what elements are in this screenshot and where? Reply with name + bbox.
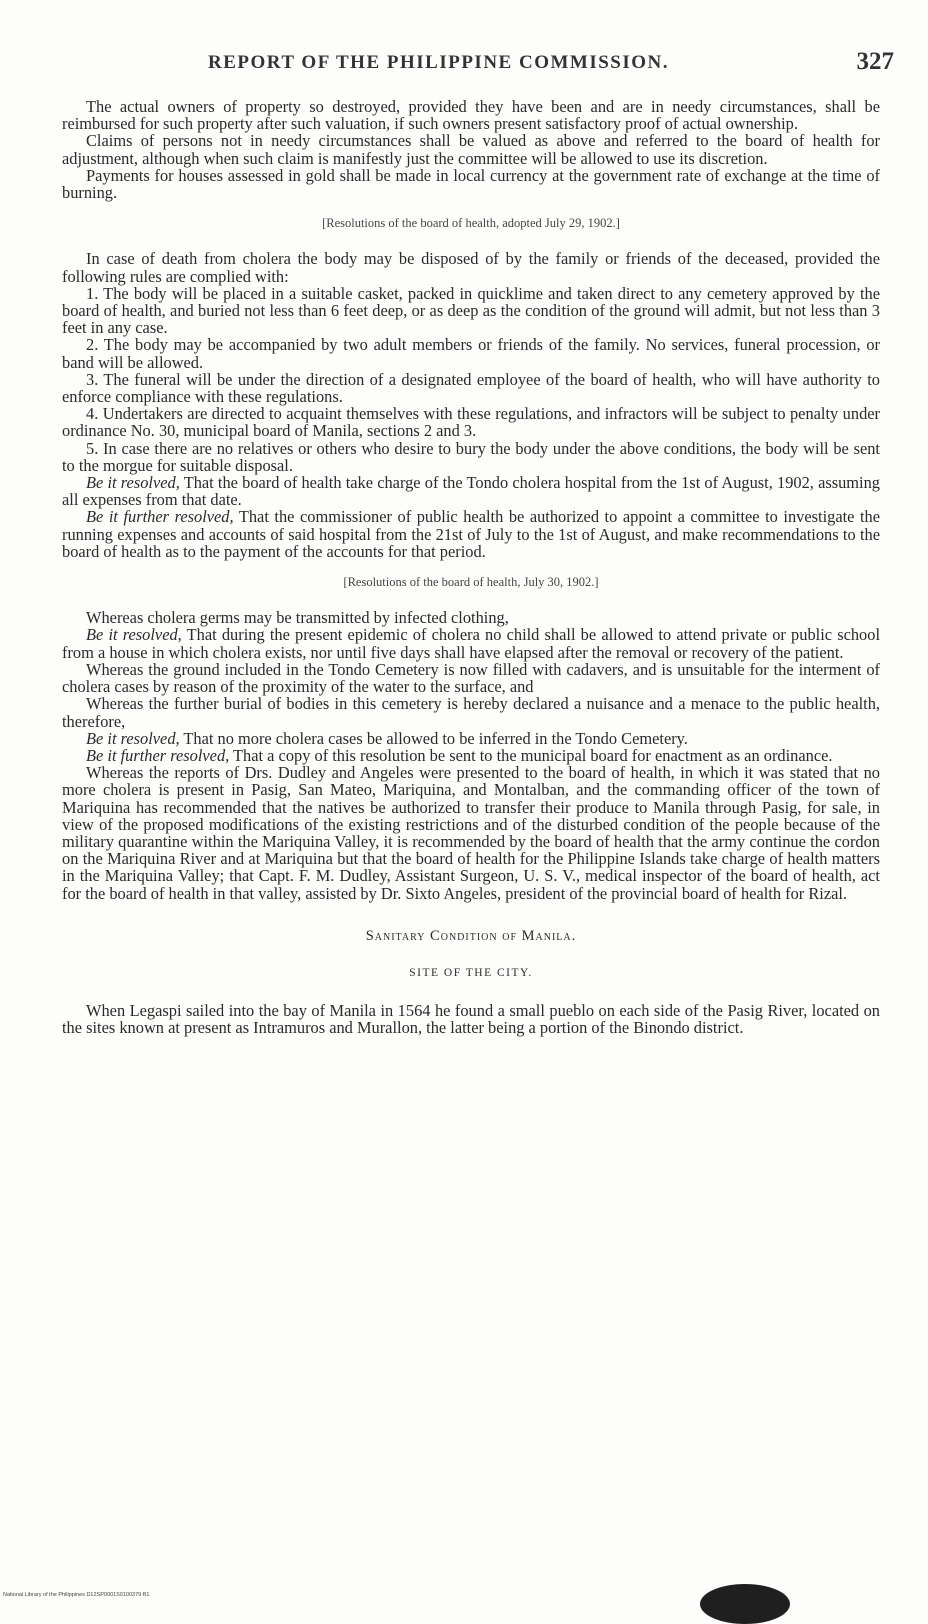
paragraph-legaspi: When Legaspi sailed into the bay of Manila in 1564 he found a small pueblo on each side of the Pasig River, located on the sites known at present as Intramuros and Murallon, the latter being a portion of the Binondo district. — [62, 1001, 880, 1038]
rule-item: 5. In case there are no relatives or others who desire to bury the body under the above conditions, the body will be sent to the morgue for suitable disposal. — [62, 438, 880, 475]
resolution-lead: Be it further resolved, — [86, 745, 230, 765]
whereas-clothing: Whereas cholera germs may be transmitted by infected clothing, — [86, 608, 509, 628]
rule-item: 1. The body will be placed in a suitable casket, packed in quicklime and taken direct to any cemetery approved by the board of health, and buried not less than 6 feet deep, or as deep as the condition of the ground will admit, but not less than 3 feet in any case. — [62, 283, 880, 338]
whereas-cemetery-ground: Whereas the ground included in the Tondo Cemetery is now filled with cadavers, and is unsuitable for the interment of cholera cases by reason of the proximity of the water to the surface, and — [62, 659, 880, 697]
resolution-text: That no more cholera cases be allowed to be inferred in the Tondo Cemetery. — [179, 728, 688, 748]
resolution-text: That during the present epidemic of cholera no child shall be allowed to attend private or public school from a house in which cholera exists, nor until five days shall have elapsed after the removal or recovery of the patient. — [62, 625, 880, 662]
whereas-nuisance: Whereas the further burial of bodies in this cemetery is hereby declared a nuisance and a menace to the public health, therefore, — [62, 694, 880, 731]
body-text — [62, 98, 880, 1037]
running-head — [58, 48, 894, 78]
resolution-lead: Be it resolved, — [86, 625, 182, 645]
rule-item: 3. The funeral will be under the direction of a designated employee of the board of health, who will have authority to enforce compliance with these regulations. — [62, 369, 880, 407]
resolution-ordinance — [62, 747, 880, 764]
resolution-text: That the commissioner of public health be authorized to appoint a committee to investigate the running expenses and accounts of said hospital from the 21st of July to the 1st of August, and make recommendations to the board of health as to the payment of the accounts for that period. — [62, 507, 880, 561]
resolution-text: That a copy of this resolution be sent to the municipal board for enactment as an ordinance. — [229, 745, 833, 765]
resolution-tondo-hospital — [62, 474, 880, 508]
paragraph-claims: Claims of persons not in needy circumstances shall be valued as above and referred to the board of health for adjustment, although when such claim is manifestly just the committee will be allowed to use its discretion. — [62, 131, 880, 168]
resolution-lead: Be it resolved, — [86, 473, 180, 493]
resolution-lead: Be it further resolved, — [86, 507, 234, 527]
paragraph-owners-reimbursement: The actual owners of property so destroyed, provided they have been and are in needy circumstances, shall be reimbursed for such property after such valuation, if such owners present satisfactory proof of actual ownership. — [62, 97, 880, 134]
paragraph-cholera-intro: In case of death from cholera the body may be disposed of by the family or friends of the deceased, provided the following rules are complied with: — [62, 249, 880, 286]
scan-shadow — [700, 1584, 790, 1624]
rule-item: 4. Undertakers are directed to acquaint themselves with these regulations, and infractors will be subject to penalty under ordinance No. 30, municipal board of Manila, sections 2 and 3. — [62, 404, 880, 441]
page-number: 327 — [856, 48, 894, 75]
resolution-committee — [62, 508, 880, 560]
rule-item: 2. The body may be accompanied by two adult members or friends of the family. No services, funeral procession, or band will be allowed. — [62, 335, 880, 372]
running-title: REPORT OF THE PHILIPPINE COMMISSION. — [208, 52, 670, 73]
resolution-lead: Be it resolved, — [86, 728, 180, 748]
resolution-caption-july-30: [Resolutions of the board of health, July 30, 1902.] — [343, 575, 599, 590]
paragraph-payments: Payments for houses assessed in gold shall be made in local currency at the government rate of exchange at the time of burning. — [62, 165, 880, 203]
subsection-heading: SITE OF THE CITY. — [409, 966, 533, 979]
footer-credit: National Library of the Philippines D12SP0001S0100379 B1 — [3, 1592, 150, 1598]
section-heading: Sanitary Condition of Manila. — [365, 927, 577, 944]
resolution-caption-july-29: [Resolutions of the board of health, adopted July 29, 1902.] — [322, 216, 620, 231]
resolution-cemetery — [62, 730, 880, 747]
resolution-school — [62, 626, 880, 660]
resolution-text: That the board of health take charge of the Tondo cholera hospital from the 1st of August, 1902, assuming all expenses from that date. — [62, 473, 880, 510]
whereas-mariquina: Whereas the reports of Drs. Dudley and Angeles were presented to the board of health, in which it was stated that no more cholera is present in Pasig, San Mateo, Mariquina, and Montalban, and the commanding officer of the town of Mariquina has recommended that the natives be authorized to transfer their produce to Manila through Pasig, for sale, in view of the proposed modifications of the existing restrictions and of the disturbed condition of the people because of the military quarantine within the Mariquina Valley, it is recommended by the board of health that the army continue the cordon on the Mariquina River and at Mariquina but that the board of health for the Philippine Islands take charge of health matters in the Mariquina Valley; that Capt. F. M. Dudley, Assistant Surgeon, U. S. V., medical inspector of the board of health, act for the board of health in that valley, assisted by Dr. Sixto Angeles, president of the provincial board of health for Rizal. — [62, 763, 880, 903]
